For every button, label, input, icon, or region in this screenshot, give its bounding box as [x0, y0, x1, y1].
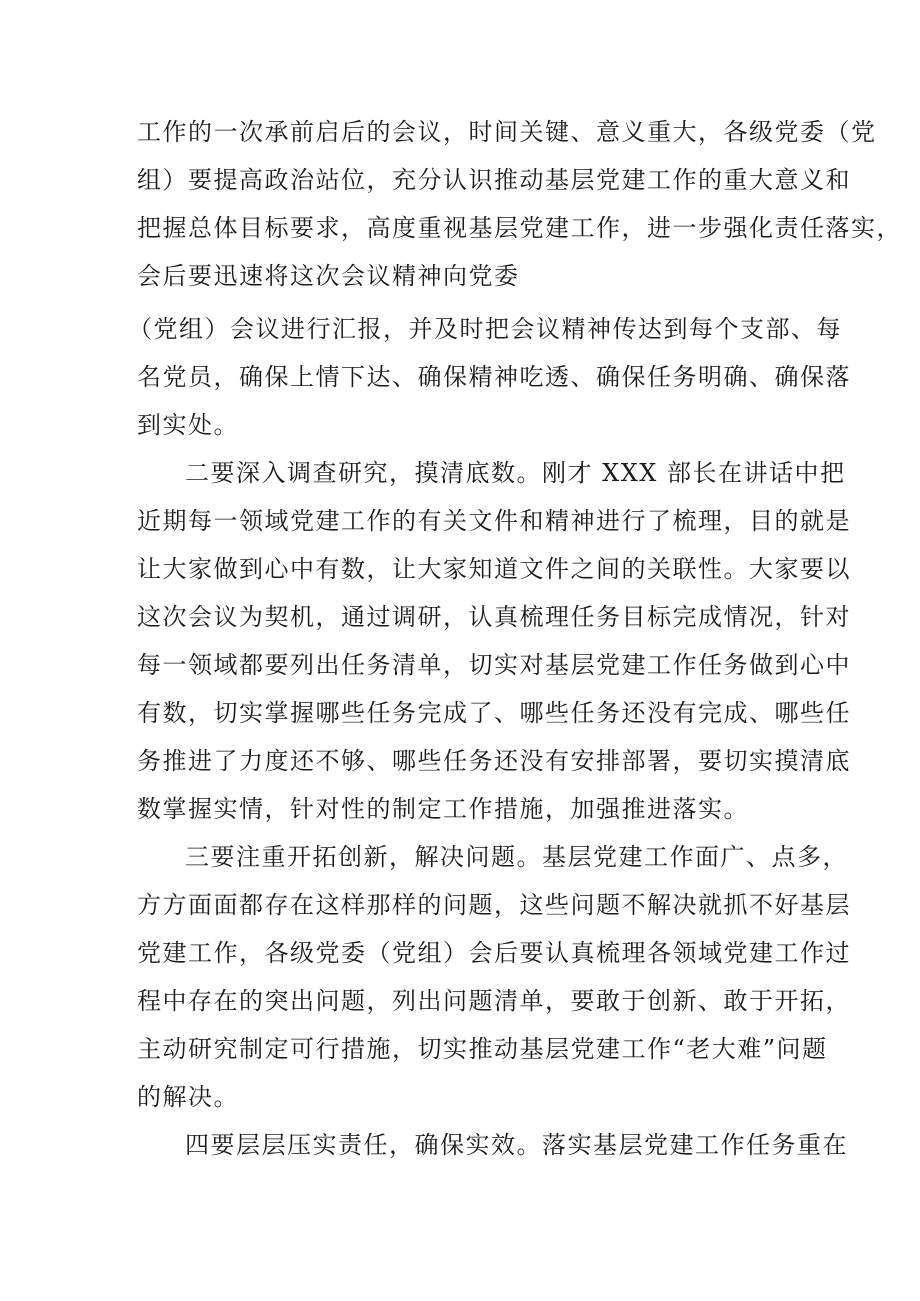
text-line: 把握总体目标要求，高度重视基层党建工作，进一步强化责任落实，	[137, 214, 902, 242]
text-line: 会后要迅速将这次会议精神向党委	[137, 262, 520, 290]
text-line: 名党员，确保上情下达、确保精神吃透、确保任务明确、确保落	[137, 363, 851, 391]
paragraph-first-line: 二要深入调查研究，摸清底数。刚才 XXX 部长在讲话中把	[185, 459, 846, 487]
text-line: （党组）会议进行汇报，并及时把会议精神传达到每个支部、每	[128, 315, 842, 343]
text-line: 每一领域都要列出任务清单，切实对基层党建工作任务做到心中	[137, 651, 851, 679]
text-line: 工作的一次承前启后的会议，时间关键、意义重大，各级党委（党	[137, 118, 877, 146]
text-line: 务推进了力度还不够、哪些任务还没有安排部署，要切实摸清底	[137, 747, 851, 775]
text-line: 方方面面都存在这样那样的问题，这些问题不解决就抓不好基层	[137, 891, 851, 919]
text-line: 数掌握实情，针对性的制定工作措施，加强推进落实。	[137, 795, 749, 823]
text-line: 程中存在的突出问题，列出问题清单，要敢于创新、敢于开拓，	[137, 987, 851, 1015]
text-line: 到实处。	[137, 411, 239, 439]
text-line: 的解决。	[137, 1083, 239, 1111]
paragraph-first-line: 四要层层压实责任，确保实效。落实基层党建工作任务重在	[185, 1131, 848, 1159]
text-line: 党建工作，各级党委（党组）会后要认真梳理各领域党建工作过	[137, 939, 851, 967]
text-line: 主动研究制定可行措施，切实推动基层党建工作“老大难”问题	[137, 1035, 828, 1063]
text-line: 这次会议为契机，通过调研，认真梳理任务目标完成情况，针对	[137, 603, 851, 631]
text-line: 组）要提高政治站位，充分认识推动基层党建工作的重大意义和	[137, 166, 851, 194]
text-line: 近期每一领域党建工作的有关文件和精神进行了梳理，目的就是	[137, 507, 851, 535]
text-line: 有数，切实掌握哪些任务完成了、哪些任务还没有完成、哪些任	[137, 699, 851, 727]
text-line: 让大家做到心中有数，让大家知道文件之间的关联性。大家要以	[137, 555, 851, 583]
paragraph-first-line: 三要注重开拓创新，解决问题。基层党建工作面广、点多，	[185, 843, 848, 871]
